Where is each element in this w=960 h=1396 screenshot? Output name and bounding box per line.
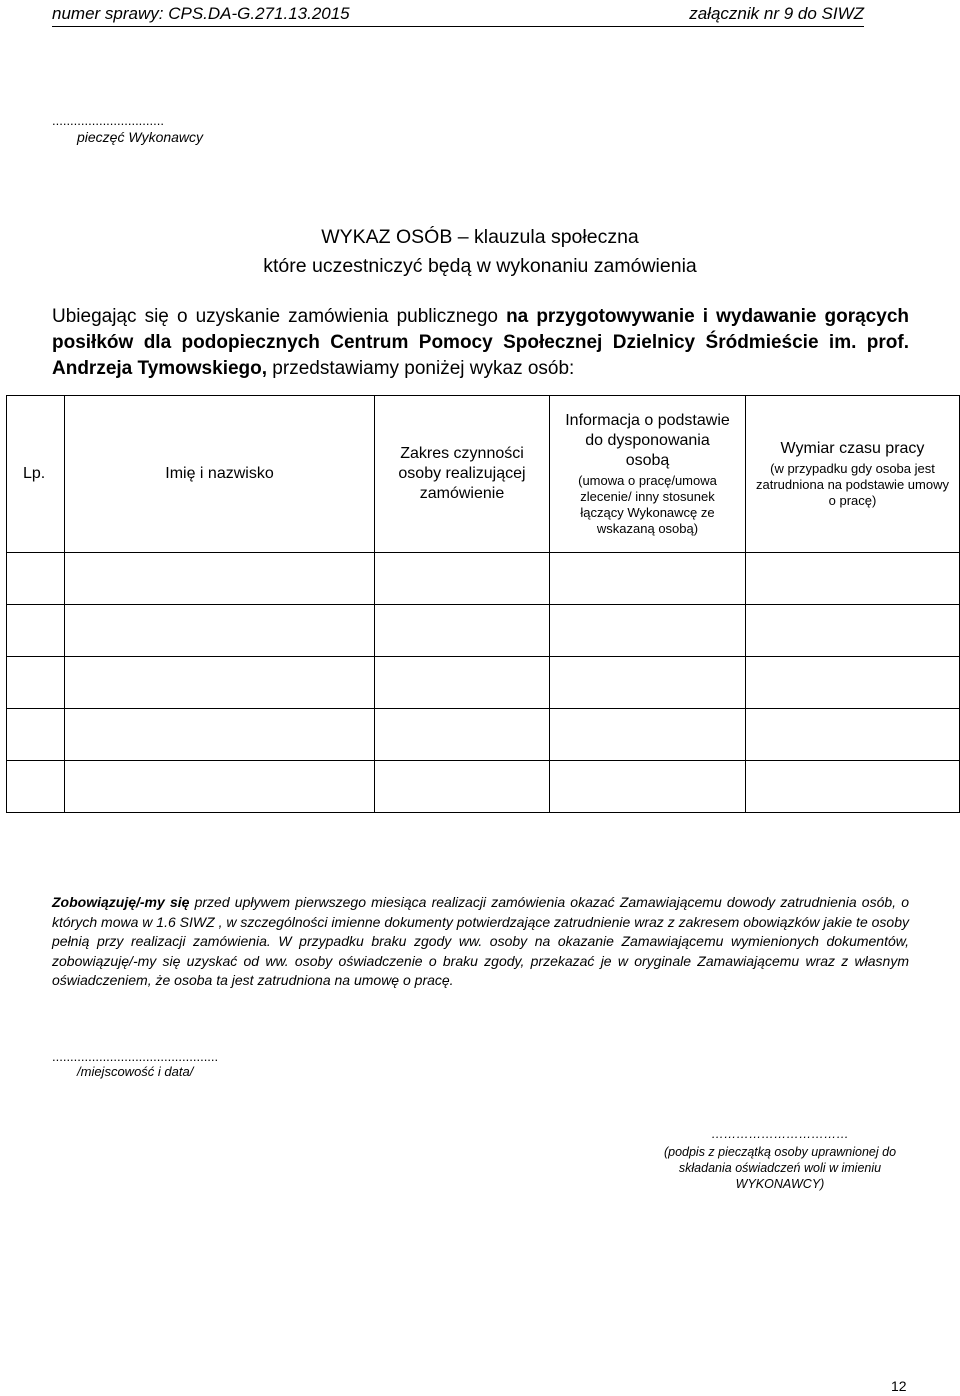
table-cell[interactable] [550,553,746,605]
stamp-label: pieczęć Wykonawcy [77,129,204,145]
column-header-time [746,396,960,553]
table-cell[interactable] [375,605,550,657]
table-cell[interactable] [746,709,960,761]
document-title: WYKAZ OSÓB – klauzula społeczna [321,226,639,248]
table-cell[interactable] [375,709,550,761]
table-cell[interactable] [7,605,65,657]
table-cell[interactable] [7,553,65,605]
info-header-main: Informacja o podstawie do dysponowania osobą [565,412,730,469]
signature-block [652,1126,908,1192]
signature-label: (podpis z pieczątką osoby uprawnionej do składania oświadczeń woli w imieniu WYKONAWCY) [663,1145,897,1191]
table-cell[interactable] [746,761,960,813]
document-subtitle: które uczestniczyć będą w wykonaniu zamówienia [263,255,697,277]
column-header-lp: Lp. [7,396,65,553]
table-row [7,709,960,761]
table-row [7,605,960,657]
table-cell[interactable] [375,553,550,605]
intro-paragraph [52,304,909,382]
page-number: 12 [891,1378,907,1394]
intro-text-start: Ubiegając się o uzyskanie zamówienia publicznego [52,306,507,327]
table-header-row [7,396,960,553]
table-row [7,657,960,709]
signature-dots: …………………………… [711,1127,849,1141]
persons-table [6,395,960,813]
case-number: numer sprawy: CPS.DA-G.271.13.2015 [52,4,350,23]
table-cell[interactable] [65,553,375,605]
obligation-bold: Zobowiązuję/-my się [52,894,190,910]
time-header-main: Wymiar czasu pracy [780,440,925,457]
table-cell[interactable] [550,761,746,813]
table-cell[interactable] [746,657,960,709]
table-cell[interactable] [7,657,65,709]
scope-header-text: Zakres czynności osoby realizującej zamówienie [398,445,526,502]
table-row [7,553,960,605]
column-header-name: Imię i nazwisko [65,396,375,553]
table-cell[interactable] [746,605,960,657]
table-cell[interactable] [65,761,375,813]
obligation-text: przed upływem pierwszego miesiąca realizacji zamówienia okazać Zamawiającemu dowody zatrudnienia osób, o których mowa w 1.6 SIWZ , w szczególności imienne dokumenty potwierdzające zatrudnienie wraz z zakresem obowiązków jakie te osoby pełnią przy realizacji zamówienia. W przypadku braku zgody ww. osoby na okazanie Zamawiającemu wymienionych dokumentów, zobowiązuję/-my się uzyskać od ww. osoby oświadczenie o braku zgody, przekazać je w oryginale Zamawiającemu wraz z własnym oświadczeniem, że osoba ta jest zatrudniona na umowę o pracę. [52,894,909,988]
place-date-dots: .............................................. [52,1049,219,1064]
table-row [7,761,960,813]
table-cell[interactable] [65,709,375,761]
table-cell[interactable] [65,657,375,709]
column-header-scope [375,396,550,553]
info-header-sub: (umowa o pracę/umowa zlecenie/ inny stosunek łączący Wykonawcę ze wskazaną osobą) [578,473,717,536]
attachment-label: załącznik nr 9 do SIWZ [689,4,864,23]
table-cell[interactable] [65,605,375,657]
table-cell[interactable] [7,709,65,761]
place-date-label: /miejscowość i data/ [77,1064,194,1079]
stamp-dots: ............................... [52,113,164,128]
page-header [52,4,864,27]
table-cell[interactable] [550,605,746,657]
table-cell[interactable] [746,553,960,605]
table-cell[interactable] [7,761,65,813]
table-cell[interactable] [550,657,746,709]
table-cell[interactable] [550,709,746,761]
intro-text-bold: na przygotowywanie i wydawanie gorących posiłków dla podopiecznych Centrum Pomocy Społecznej Dzielnicy Śródmieście im. prof. Andrzeja Tymowskiego, [52,306,909,379]
column-header-info [550,396,746,553]
time-header-sub: (w przypadku gdy osoba jest zatrudniona na podstawie umowy o pracę) [756,461,949,508]
obligation-paragraph [52,893,909,991]
table-cell[interactable] [375,657,550,709]
intro-text-end: przedstawiamy poniżej wykaz osób: [267,358,575,379]
table-cell[interactable] [375,761,550,813]
